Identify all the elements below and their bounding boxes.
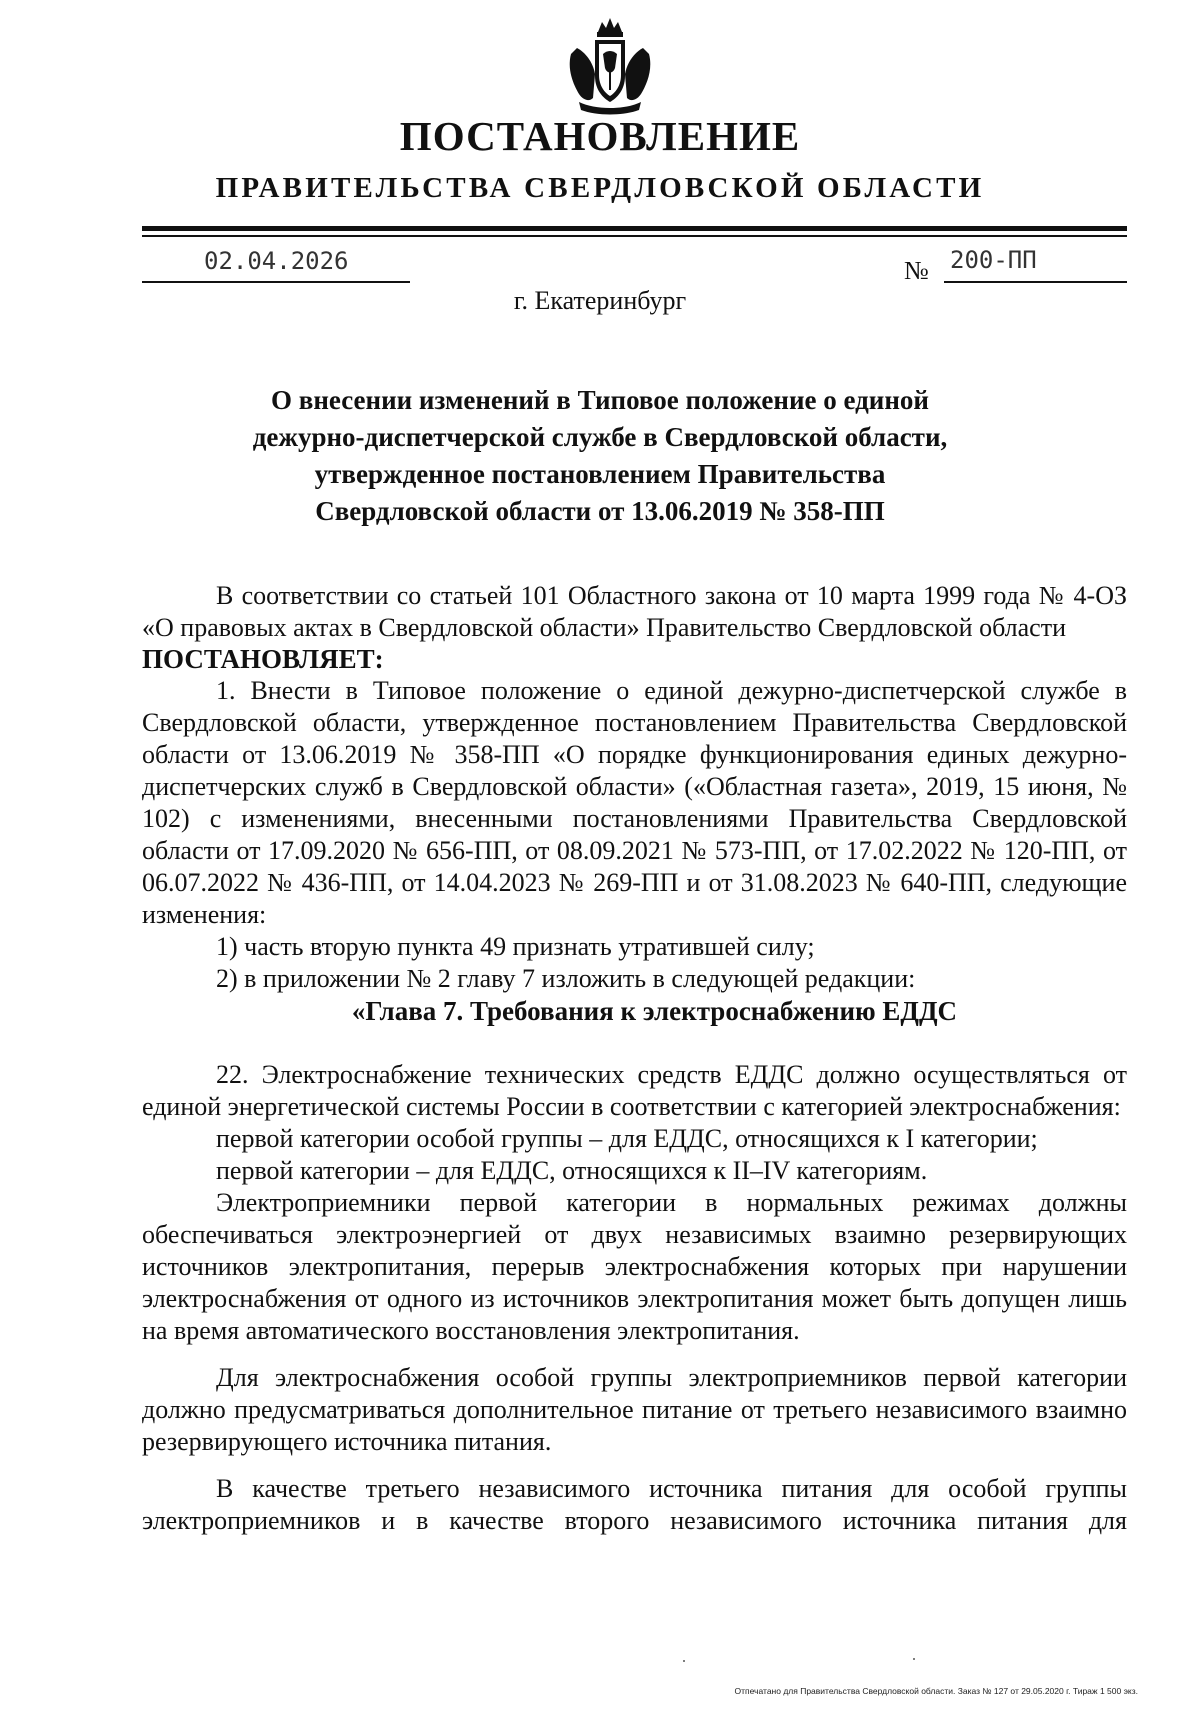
print-note: Отпечатано для Правительства Свердловской области. Заказ № 127 от 29.05.2020 г. Тираж 1 500 экз. xyxy=(734,1686,1138,1696)
subitem-1: 1) часть вторую пункта 49 признать утратившей силу; xyxy=(216,932,815,961)
preamble: В соответствии со статьей 101 Областного закона от 10 марта 1999 года № 4-ОЗ «О правовых актах в Свердловской области» Правительство Свердловской области xyxy=(142,581,1127,642)
decree-word: ПОСТАНОВЛЯЕТ: xyxy=(142,644,384,674)
paragraph-special-group: Для электроснабжения особой группы электроприемников первой категории должно предусматриваться дополнительное питание от третьего независимого взаимно резервирующего источника питания. xyxy=(142,1363,1127,1456)
paragraph-22: 22. Электроснабжение технических средств ЕДДС должно осуществляться от единой энергетической системы России в соответствии с категорией электроснабжения: xyxy=(142,1060,1127,1121)
chapter-heading: «Глава 7. Требования к электроснабжению ЕДДС xyxy=(351,996,958,1026)
subitem-2: 2) в приложении № 2 главу 7 изложить в следующей редакции: xyxy=(216,964,916,993)
document-number: 200-ПП xyxy=(950,246,1037,274)
subject-line: утвержденное постановлением Правительства xyxy=(314,459,886,489)
header-divider-thick xyxy=(142,226,1127,231)
document-body xyxy=(142,580,1127,1537)
document-date: 02.04.2026 xyxy=(204,247,349,275)
subject-line: О внесении изменений в Типовое положение о единой xyxy=(271,385,929,415)
coat-of-arms-icon xyxy=(565,14,655,119)
category-1: первой категории особой группы – для ЕДДС, относящихся к I категории; xyxy=(216,1124,1038,1153)
document-subject xyxy=(0,382,1200,530)
header-divider-thin xyxy=(142,235,1127,237)
city: г. Екатеринбург xyxy=(513,286,687,315)
issuer-title: ПРАВИТЕЛЬСТВА СВЕРДЛОВСКОЙ ОБЛАСТИ xyxy=(215,172,985,204)
subject-line: Свердловской области от 13.06.2019 № 358-ПП xyxy=(315,496,885,526)
scan-dot xyxy=(913,1658,915,1660)
item-1: 1. Внести в Типовое положение о единой дежурно-диспетчерской службе в Свердловской области, утвержденное постановлением Правительства Свердловской области от 13.06.2019 № 358-ПП «О порядке функционирования единых дежурно-диспетчерских служб в Свердловской области» («Областная газета», 2019, 15 июня, № 102) с изменениями, внесенными постановлениями Правительства Свердловской области от 17.09.2020 № 656-ПП, от 08.09.2021 № 573-ПП, от 17.02.2022 № 120-ПП, от 06.07.2022 № 436-ПП, от 14.04.2023 № 269-ПП и от 31.08.2023 № 640-ПП, следующие изменения: xyxy=(142,676,1127,929)
subject-line: дежурно-диспетчерской службе в Свердловской области, xyxy=(252,422,948,452)
document-type-title: ПОСТАНОВЛЕНИЕ xyxy=(399,113,801,159)
date-underline xyxy=(142,281,410,283)
paragraph-third-source: В качестве третьего независимого источника питания для особой группы электроприемников и в качестве второго независимого источника питания для xyxy=(142,1474,1127,1535)
number-underline xyxy=(944,281,1127,283)
number-label: № xyxy=(904,256,929,285)
scan-dot xyxy=(683,1660,685,1662)
category-2: первой категории – для ЕДДС, относящихся к II–IV категориям. xyxy=(216,1156,928,1185)
paragraph-receivers: Электроприемники первой категории в нормальных режимах должны обеспечиваться электроэнергией от двух независимых взаимно резервирующих источников электропитания, перерыв электроснабжения которых при нарушении электроснабжения от одного из источников электропитания может быть допущен лишь на время автоматического восстановления электропитания. xyxy=(142,1188,1127,1345)
